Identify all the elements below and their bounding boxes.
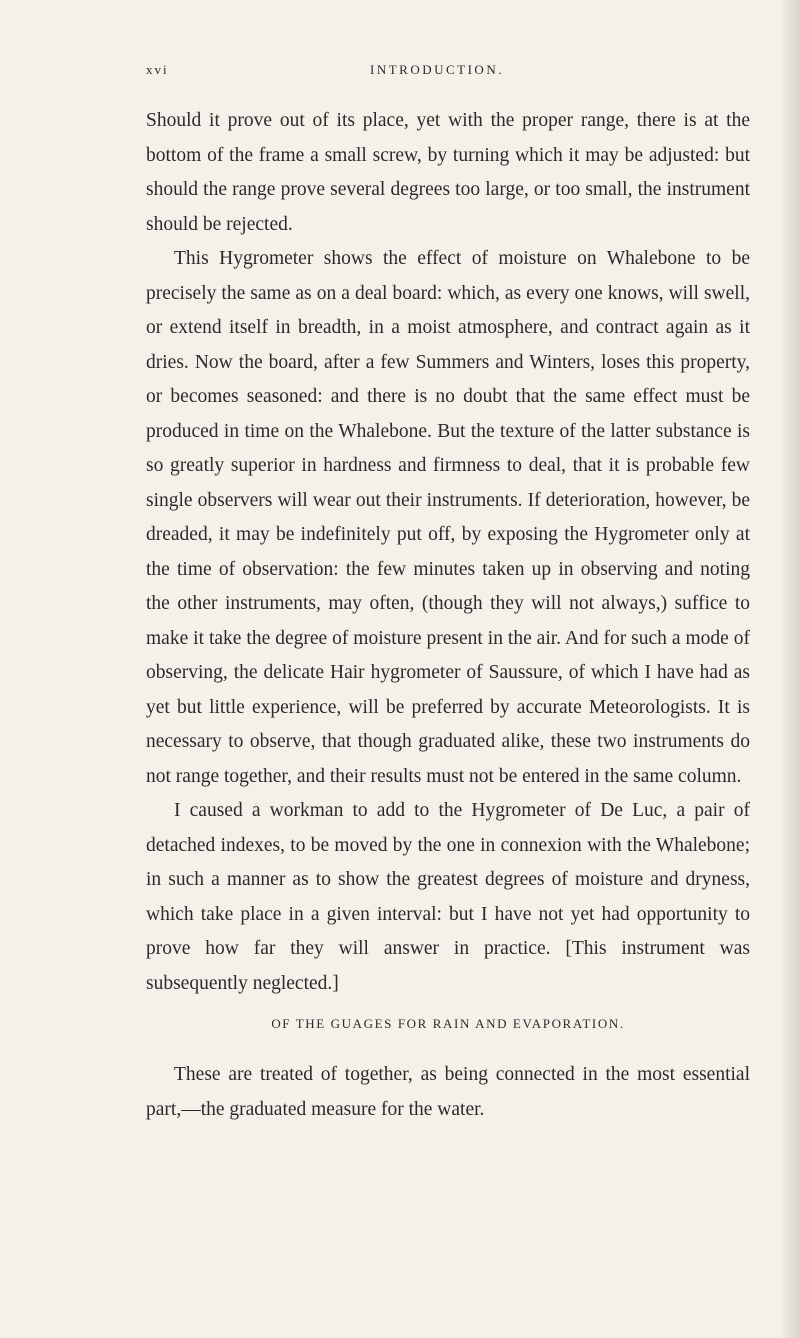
page-edge [782, 0, 800, 1338]
page-number: xvi [146, 62, 169, 77]
closing-text [146, 1058, 750, 1127]
page-header [146, 62, 746, 84]
running-title: INTRODUCTION. [370, 62, 504, 77]
section-heading: OF THE GUAGES FOR RAIN AND EVAPORATION. [271, 1016, 625, 1031]
paragraph-4: These are treated of together, as being connected in the most essential part,—the graduated measure for the water. [146, 1064, 750, 1120]
paragraph-3: I caused a workman to add to the Hygrometer of De Luc, a pair of detached indexes, to be moved by the one in connexion with the Whalebone; in such a manner as to show the greatest degrees of moisture and dryness, which take place in a given interval: but I have not yet had opportunity to prove how far they will answer in practice. [This instrument was subsequently neglected.] [146, 800, 750, 994]
paragraph-2: This Hygrometer shows the effect of moisture on Whalebone to be precisely the same as on a deal board: which, as every one knows, will swell, or extend itself in breadth, in a moist atmosphere, and contract again as it dries. Now the board, after a few Summers and Winters, loses this property, or becomes seasoned: and there is no doubt that the same effect must be produced in time on the Whalebone. But the texture of the latter substance is so greatly superior in hardness and firmness to deal, that it is probable few single observers will wear out their instruments. If deterioration, however, be dreaded, it may be indefinitely put off, by exposing the Hygrometer only at the time of observation: the few minutes taken up in observing and noting the other instruments, may often, (though they will not always,) suffice to make it take the degree of moisture present in the air. And for such a mode of observing, the delicate Hair hygrometer of Saussure, of which I have had as yet but little experience, will be preferred by accurate Meteorologists. It is necessary to observe, that though graduated alike, these two instruments do not range together, and their results must not be entered in the same column. [146, 248, 750, 787]
paragraph-1: Should it prove out of its place, yet with the proper range, there is at the bottom of the frame a small screw, by turning which it may be adjusted: but should the range prove several degrees too large, or too small, the instrument should be rejected. [146, 110, 750, 235]
body-text [146, 104, 750, 1001]
